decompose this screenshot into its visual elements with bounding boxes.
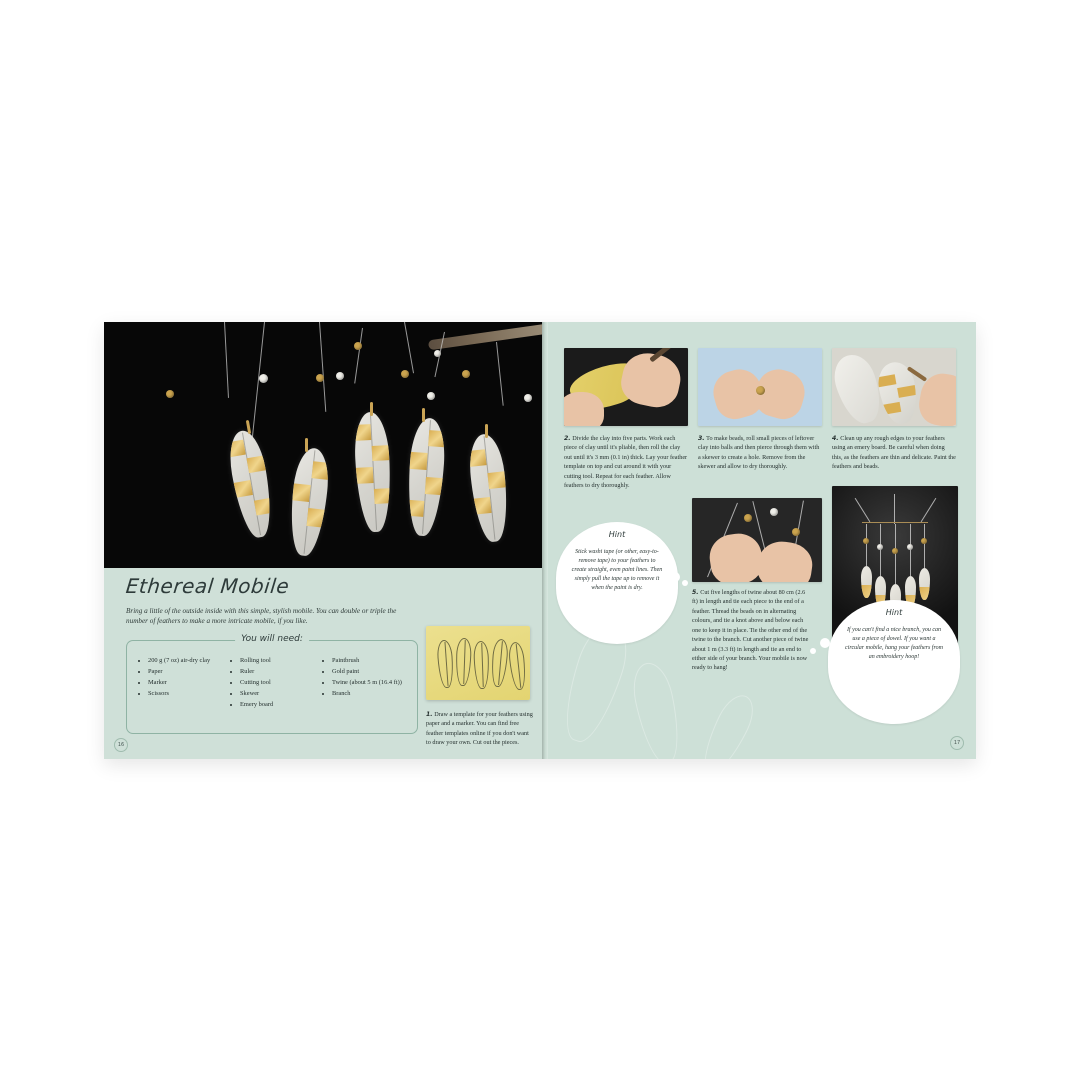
list-item: • Gold paint: [332, 666, 407, 677]
hanging-string: [224, 322, 229, 398]
twine: [880, 524, 881, 576]
clay-feather: [919, 568, 930, 600]
template-feather-outline: [455, 638, 472, 686]
hint-text: If you can't find a nice branch, you can use a piece of dowel. If you want a circular mobile, hang your feathers from an embroidery hoop!: [845, 627, 943, 660]
list-item: • Ruler: [240, 666, 315, 677]
hand: [564, 392, 604, 426]
step-number: 3.: [698, 435, 705, 442]
step-2: [564, 434, 688, 491]
hint-bubble-branch-alternative: [828, 600, 960, 724]
hint-label: Hint: [608, 530, 626, 539]
step-text: Draw a template for your feathers using paper and a marker. You can find free feather templates online if you don't want to draw your own. Cut out the pieces.: [426, 711, 533, 746]
hint-tail: [670, 572, 680, 582]
hint-bubble-washi-tape: [556, 522, 678, 644]
photo-feather-templates: [426, 626, 530, 700]
clay-feather: [353, 411, 393, 533]
intro-paragraph: Bring a little of the outside inside with this simple, stylish mobile. You can double or triple the number of feathers to make a more intricate mobile, if you like.: [126, 607, 397, 626]
list-item: • Skewer: [240, 688, 315, 699]
template-feather-outline: [473, 641, 490, 689]
clay-bead: [863, 538, 869, 544]
decorative-feather-watermark: [695, 689, 761, 759]
left-page-body: [104, 568, 542, 759]
photo-step-2-cutting-clay: [564, 348, 688, 426]
clay-feather: [286, 447, 331, 558]
clay-feather: [466, 433, 511, 544]
clay-bead: [401, 370, 409, 378]
clay-feather: [861, 566, 872, 598]
list-item: • Twine (about 5 m (16.4 ft)): [332, 677, 407, 688]
feather-quill: [305, 438, 308, 452]
list-item: • Paintbrush: [332, 655, 407, 666]
twine: [921, 498, 937, 522]
page-number-left: 16: [114, 738, 128, 752]
feather-quill: [485, 424, 488, 438]
feather-quill: [370, 402, 373, 416]
clay-bead: [434, 350, 441, 357]
list-item: • 200 g (7 oz) air-dry clay: [148, 655, 223, 666]
template-feather-outline: [436, 640, 454, 689]
list-item: • Marker: [148, 677, 223, 688]
list-item: • Emery board: [240, 699, 315, 710]
clay-bead: [744, 514, 752, 522]
hint-tail: [810, 648, 816, 654]
step-number: 4.: [832, 435, 839, 442]
hanging-string: [496, 342, 504, 406]
step-1: [426, 710, 534, 747]
list-item: • Rolling tool: [240, 655, 315, 666]
list-item: • Paper: [148, 666, 223, 677]
hero-photo-mobile: [104, 322, 542, 568]
step-3: [698, 434, 822, 472]
step-text: To make beads, roll small pieces of leftover clay into balls and then pierce through them with a skewer to create a hole. Remove from the skewer and allow to dry thoroughly.: [698, 435, 820, 471]
hanging-string: [354, 328, 363, 384]
clay-feather: [225, 428, 277, 540]
step-number: 1.: [426, 711, 433, 718]
clay-bead: [354, 342, 362, 350]
supplies-column-1: [139, 655, 223, 710]
clay-bead: [259, 374, 268, 383]
left-page: [104, 322, 542, 759]
supplies-column-2: [231, 655, 315, 710]
supplies-box: [126, 634, 418, 734]
twine: [894, 494, 895, 524]
decorative-feather-watermark: [628, 659, 686, 759]
list-item: • Branch: [332, 688, 407, 699]
feather-quill: [422, 408, 425, 422]
hint-text: Stick washi tape (or other, easy-to-remove tape) to your feathers to create straight, even paint lines. Then simply pull the tape up to remove it when the paint is dry.: [571, 549, 663, 591]
page-number-right: 17: [950, 736, 964, 750]
list-item: • Scissors: [148, 688, 223, 699]
step-4: [832, 434, 956, 472]
twine: [895, 524, 896, 584]
supplies-title: You will need:: [235, 634, 309, 644]
twine: [866, 524, 867, 566]
book-spread: [104, 322, 976, 759]
hanging-string: [404, 322, 414, 373]
hint-label: Hint: [885, 608, 903, 617]
clay-bead: [770, 508, 778, 516]
clay-feather: [405, 417, 447, 537]
step-number: 2.: [564, 435, 571, 442]
page-title: Ethereal Mobile: [124, 574, 291, 598]
hand: [707, 531, 765, 582]
clay-bead: [877, 544, 883, 550]
hint-tail: [820, 638, 830, 648]
clay-bead: [316, 374, 324, 382]
supplies-column-3: [323, 655, 407, 710]
twine: [910, 524, 911, 576]
step-text: Cut five lengths of twine about 80 cm (2.6 ft) in length and tie each piece to the end of a feather. Thread the beads on in alternating colours, and tie a knot above and below each one to keep it in place. Tie the other end of the twine to the branch. Cut another piece of twine about 1 m (3.3 ft) in length and tie an end to either side of your branch. Your mobile is now ready to hang!: [692, 589, 809, 672]
twine: [924, 524, 925, 568]
clay-bead: [907, 544, 913, 550]
clay-bead: [462, 370, 470, 378]
template-feather-outline: [508, 641, 528, 690]
clay-bead: [166, 390, 174, 398]
clay-bead: [427, 392, 435, 400]
list-item: • Cutting tool: [240, 677, 315, 688]
branch-prop: [428, 324, 542, 351]
right-page: [542, 322, 976, 759]
photo-step-5-threading-beads: [692, 498, 822, 582]
template-feather-outline: [490, 638, 509, 687]
clay-bead: [792, 528, 800, 536]
photo-step-3-rolling-beads: [698, 348, 822, 426]
photo-step-4-painting-feather: [832, 348, 956, 426]
step-5: [692, 588, 810, 673]
clay-bead: [336, 372, 344, 380]
step-text: Clean up any rough edges to your feathers using an emery board. Be careful when doing this, as the feathers are thin and delicate. Paint the feathers and beads.: [832, 435, 956, 471]
hanging-string: [319, 322, 326, 412]
clay-bead: [921, 538, 927, 544]
clay-bead: [756, 386, 765, 395]
step-text: Divide the clay into five parts. Work each piece of clay until it's pliable, then roll the clay out until it's 3 mm (0.1 in) thick. Lay your feather template on top and cut around it with your cutting tool. Repeat for each feather. Allow feathers to dry thoroughly.: [564, 435, 688, 490]
clay-bead: [524, 394, 532, 402]
twine: [855, 498, 871, 522]
hint-tail: [682, 580, 688, 586]
step-number: 5.: [692, 589, 699, 596]
clay-bead: [892, 548, 898, 554]
